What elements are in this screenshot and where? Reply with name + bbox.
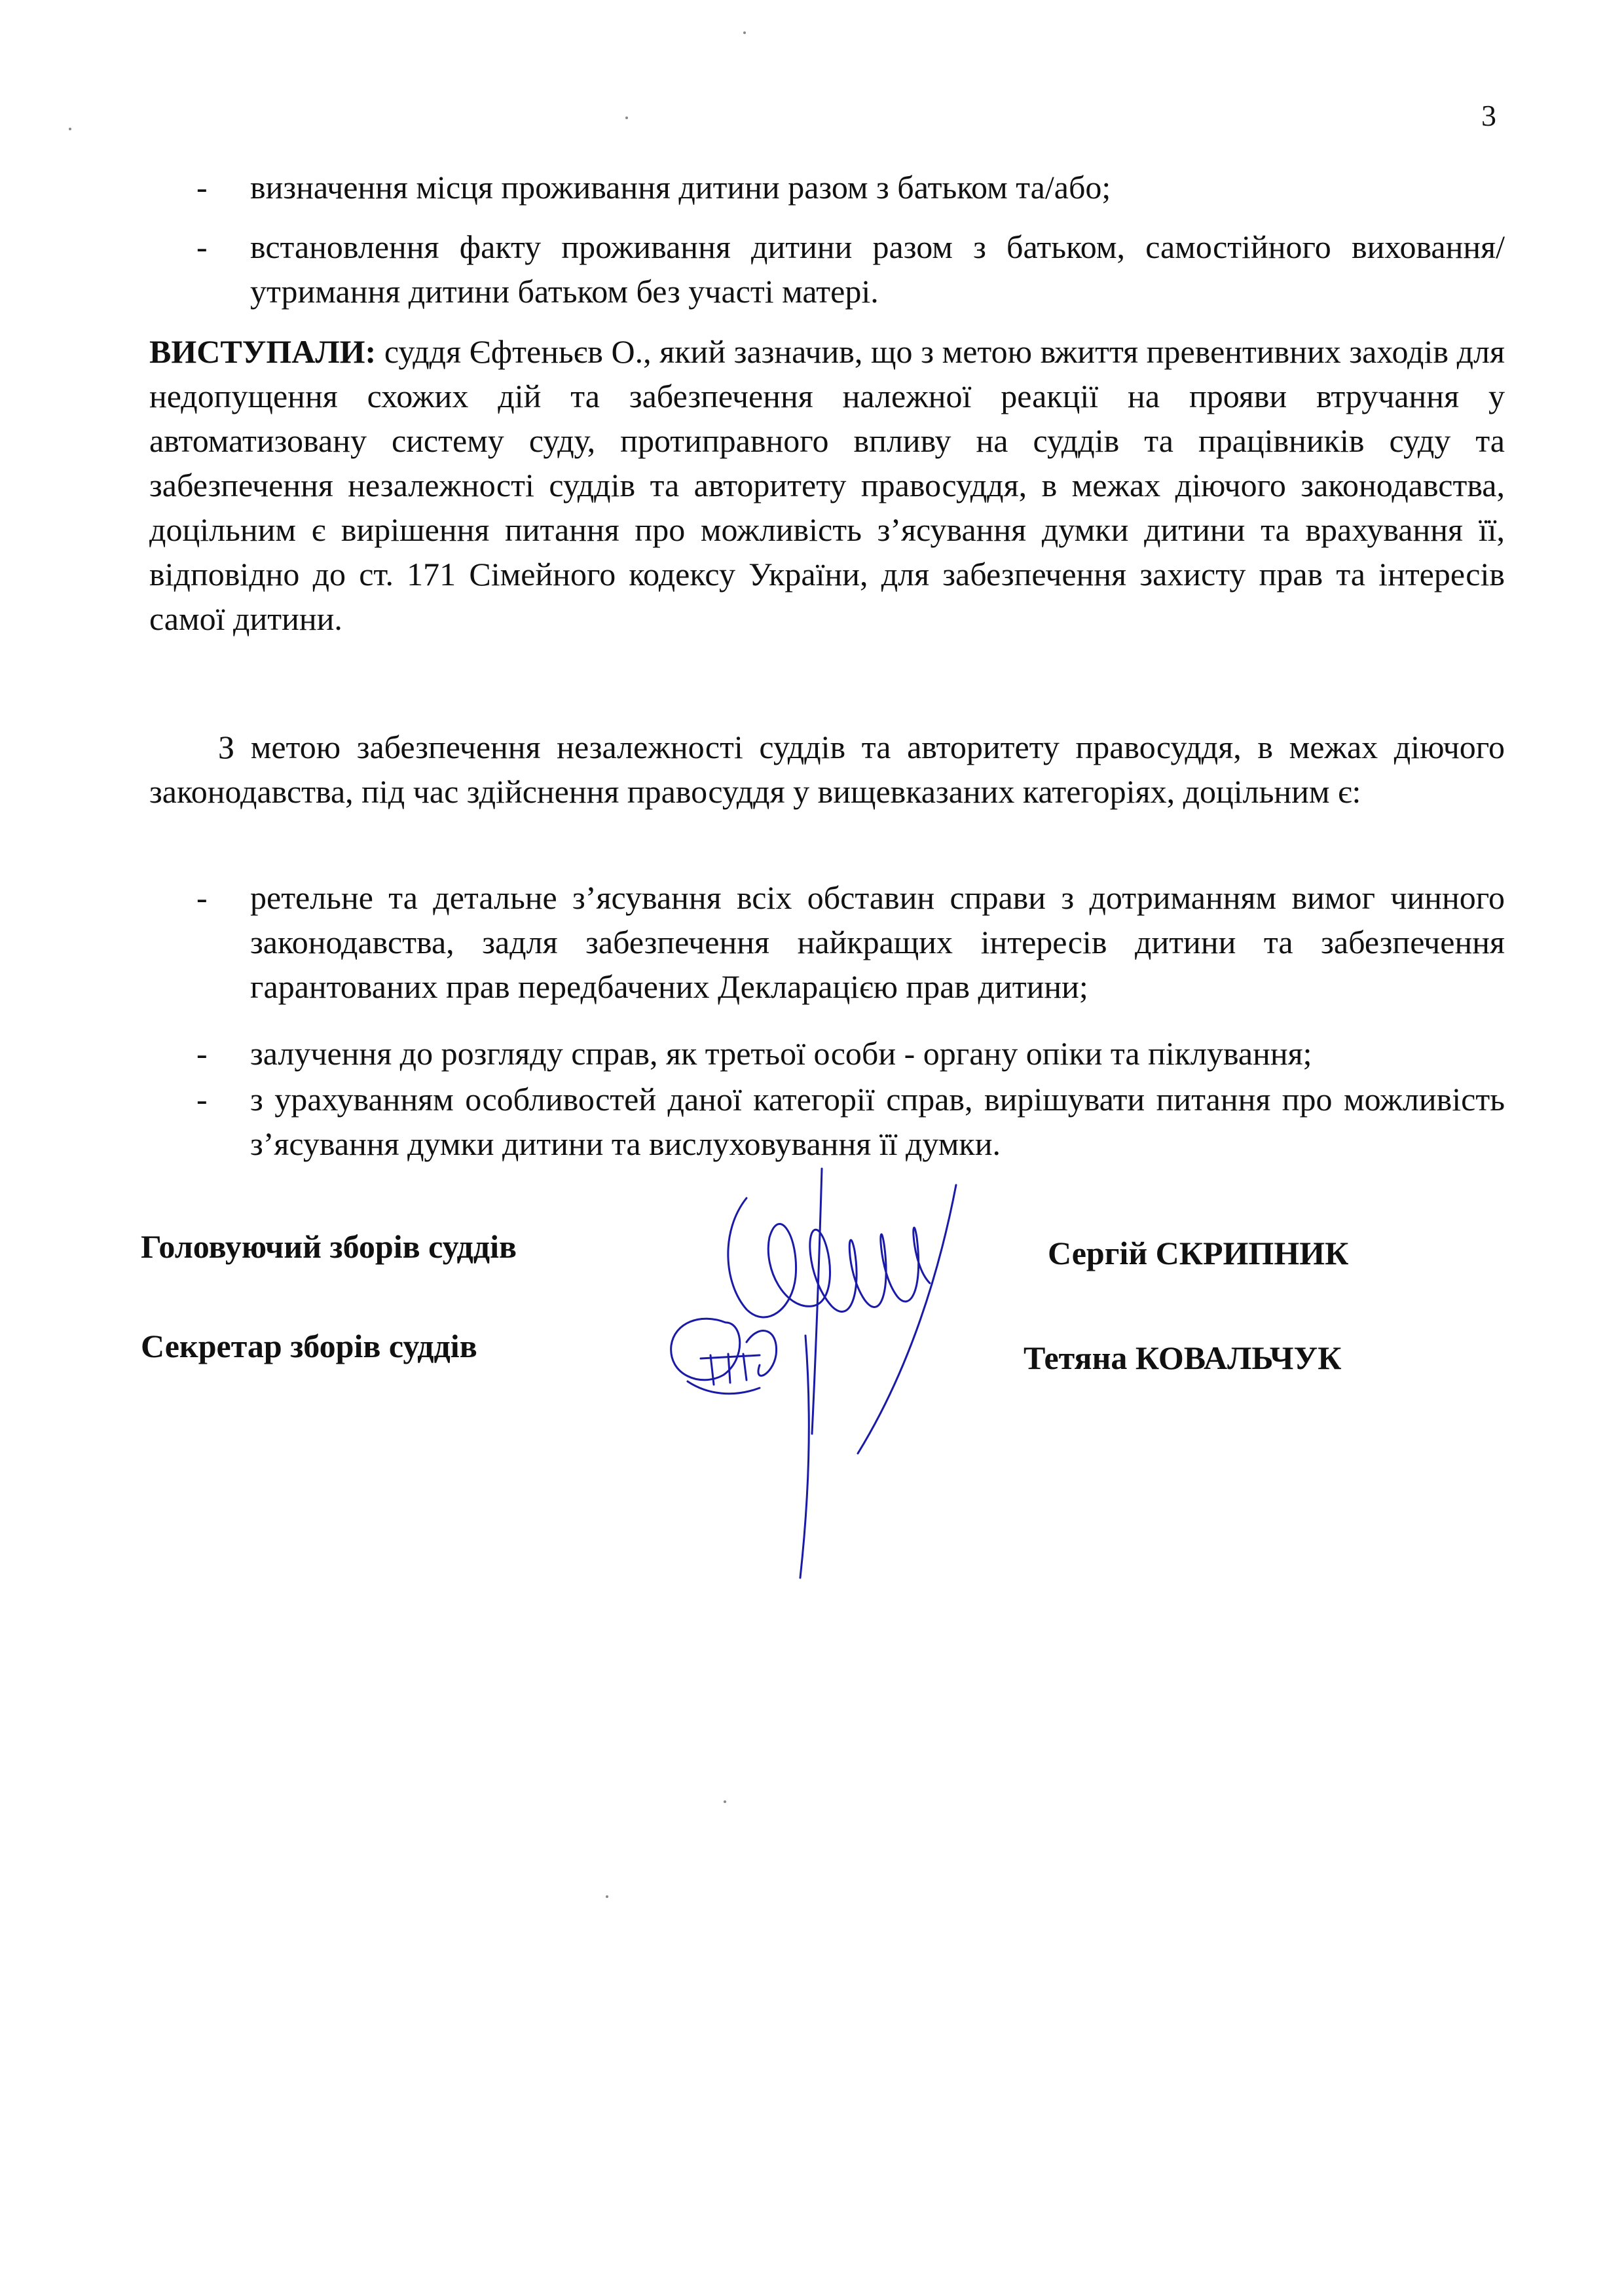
secretary-label: Секретар зборів суддів: [141, 1328, 477, 1364]
page-number: 3: [1481, 99, 1496, 132]
list-item: - ретельне та детальне з’ясування всіх обставин справи з дотриманням вимог чинного законодавства, задля забезпечення найкращих інтересів дитини та забезпечення гарантованих прав передбачених Декларацією прав дитини;: [196, 875, 1505, 1009]
list-item: - залучення до розгляду справ, як третьої особи - органу опіки та піклування;: [196, 1031, 1505, 1076]
scan-speck: [743, 31, 746, 34]
list-item-text: визначення місця проживання дитини разом з батьком та/або;: [250, 169, 1111, 206]
scan-speck: [69, 128, 71, 130]
vystupaly-paragraph: [149, 329, 1505, 641]
list-item-text: залучення до розгляду справ, як третьої особи - органу опіки та піклування;: [250, 1035, 1312, 1072]
list-item: - визначення місця проживання дитини разом з батьком та/або;: [196, 165, 1505, 210]
vystupaly-text: суддя Єфтеньєв О., який зазначив, що з метою вжиття превентивних заходів для недопущення схожих дій та забезпечення належної реакції на прояви втручання у автоматизовану систему суду, протиправного впливу на суддів та працівників суду та забезпечення незалежності суддів та авторитету правосуддя, в межах діючого законодавства, доцільним є вирішення питання про можливість з’ясування думки дитини та врахування її, відповідно до ст. 171 Сімейного кодексу України, для забезпечення захисту прав та інтересів самої дитини.: [149, 333, 1505, 637]
list-item-text: встановлення факту проживання дитини разом з батьком, самостійного виховання/утримання дитини батьком без участі матері.: [250, 228, 1505, 310]
list-item-text: ретельне та детальне з’ясування всіх обставин справи з дотриманням вимог чинного законодавства, задля забезпечення найкращих інтересів дитини та забезпечення гарантованих прав передбачених Декларацією прав дитини;: [250, 879, 1505, 1005]
handwritten-signature: [648, 1159, 1041, 1591]
scan-speck: [606, 1895, 608, 1898]
scan-speck: [724, 1800, 726, 1803]
list-item: - з урахуванням особливостей даної категорії справ, вирішувати питання про можливість з’ясування думки дитини та вислуховування її думки.: [196, 1077, 1505, 1166]
chair-name: Сергій СКРИПНИК: [1048, 1235, 1349, 1271]
list-item: - встановлення факту проживання дитини разом з батьком, самостійного виховання/утримання дитини батьком без участі матері.: [196, 225, 1505, 314]
vystupaly-heading: ВИСТУПАЛИ:: [149, 333, 377, 370]
scan-speck: [625, 117, 628, 119]
list-item-text: з урахуванням особливостей даної категорії справ, вирішувати питання про можливість з’ясування думки дитини та вислуховування її думки.: [250, 1081, 1505, 1162]
secretary-name: Тетяна КОВАЛЬЧУК: [1024, 1339, 1342, 1376]
chair-label: Головуючий зборів суддів: [141, 1228, 517, 1265]
main-paragraph: З метою забезпечення незалежності суддів та авторитету правосуддя, в межах діючого законодавства, під час здійснення правосуддя у вищевказаних категоріях, доцільним є:: [149, 729, 1505, 810]
